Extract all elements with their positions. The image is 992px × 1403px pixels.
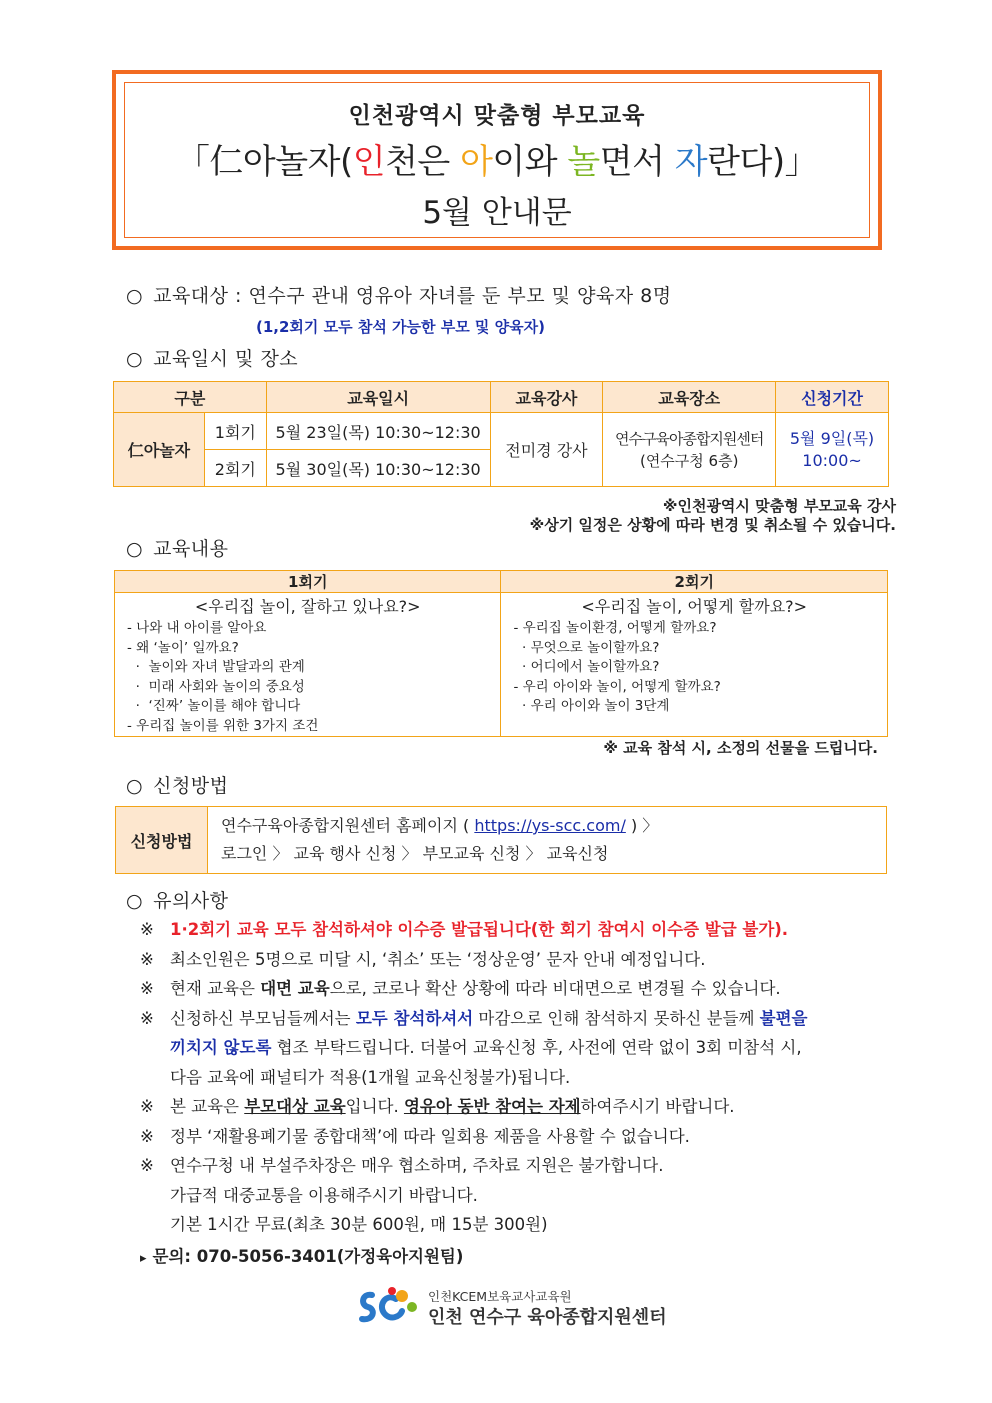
content-heading: ○ 교육내용 (126, 538, 229, 560)
content-col1-header: 1회기 (115, 571, 501, 593)
th-apply-period: 신청기간 (776, 382, 889, 413)
th-category: 구분 (114, 382, 267, 413)
logo (356, 1285, 667, 1329)
homepage-link[interactable]: https://ys-scc.com/ (474, 816, 626, 835)
target-sub: (1,2회기 모두 참석 가능한 부모 및 양육자) (256, 318, 545, 336)
schedule-heading: ○ 교육일시 및 장소 (126, 348, 299, 370)
list-item: · 우리 아이와 놀이 3단계 (513, 698, 670, 714)
list-item: - 우리집 놀이를 위한 3가지 조건 (127, 717, 319, 734)
datetime-2: 5월 30일(목) 10:30~12:30 (266, 450, 490, 487)
apply-period: 5월 9일(목) 10:00~ (776, 413, 889, 487)
list-item: · ‘진짜’ 놀이를 해야 합니다 (127, 698, 301, 714)
note-4: ※ 신청하신 부모님들께서는 모두 참석하셔서 마감으로 인해 참석하지 못하신 분들께 불편을 (140, 1008, 808, 1028)
content-table (114, 570, 888, 737)
schedule-table (113, 381, 889, 487)
target-line: ○ 교육대상 : 연수구 관내 영유아 자녀를 둔 부모 및 양육자 8명 (126, 285, 672, 307)
list-item: - 우리 아이와 놀이, 어떻게 할까요? (513, 678, 721, 695)
list-item: · 어디에서 놀이할까요? (513, 659, 660, 675)
note-3: ※ 현재 교육은 대면 교육으로, 코로나 확산 상황에 따라 비대면으로 변경될 수 있습니다. (140, 979, 781, 998)
apply-table (115, 806, 887, 874)
list-item: - 나와 내 아이를 알아요 (127, 620, 267, 636)
list-item: · 미래 사회와 놀이의 중요성 (127, 678, 305, 695)
title-line1: 인천광역시 맞춤형 부모교육 (348, 103, 646, 129)
session-2: 2회기 (204, 450, 266, 487)
session-1: 1회기 (204, 413, 266, 450)
logo-icon (356, 1285, 420, 1327)
contact: ▸ 문의: 070-5056-3401(가정육아지원팀) (140, 1247, 464, 1266)
title-line2: 「仁아놀자(인천은 아이와 놀면서 자란다)」 (175, 142, 819, 182)
datetime-1: 5월 23일(목) 10:30~12:30 (266, 413, 490, 450)
apply-label: 신청방법 (116, 807, 208, 874)
content-col1 (115, 593, 501, 737)
content-col2-title: <우리집 놀이, 어떻게 할까요?> (581, 597, 808, 616)
content-col2-header: 2회기 (501, 571, 888, 593)
list-item: · 놀이와 자녀 발달과의 관계 (127, 659, 305, 675)
gift-note: ※ 교육 참석 시, 소정의 선물을 드립니다. (603, 739, 878, 757)
logo-line1: 인천KCEM보육교사교육원 (428, 1289, 572, 1304)
list-item: - 왜 ‘놀이’ 일까요? (127, 639, 239, 656)
th-instructor: 교육강사 (490, 382, 603, 413)
th-place: 교육장소 (603, 382, 776, 413)
th-datetime: 교육일시 (266, 382, 490, 413)
note-6: ※ 정부 ‘재활용폐기물 종합대책’에 따라 일회용 제품을 사용할 수 없습니다. (140, 1126, 690, 1146)
apply-heading: ○ 신청방법 (126, 775, 229, 797)
list-item: - 우리집 놀이환경, 어떻게 할까요? (513, 620, 717, 636)
content-col1-title: <우리집 놀이, 잘하고 있나요?> (194, 597, 421, 616)
apply-method: 연수구육아종합지원센터 홈페이지 ( https://ys-scc.com/ ) 〉 로그인 〉 교육 행사 신청 〉 부모교육 신청 〉 교육신청 (208, 807, 887, 874)
content-col2 (501, 593, 888, 737)
place: 연수구육아종합지원센터 (연수구청 6층) (603, 413, 776, 487)
notes-heading: ○ 유의사항 (126, 890, 229, 912)
title-line3: 5월 안내문 (422, 195, 572, 231)
note-1: ※ 1·2회기 교육 모두 참석하셔야 이수증 발급됩니다(한 회기 참여시 이수증 발급 불가). (140, 920, 789, 939)
program-name: 仁아놀자 (114, 413, 205, 487)
note-5: ※ 본 교육은 부모대상 교육입니다. 영유아 동반 참여는 자제하여주시기 바랍니다. (140, 1097, 735, 1116)
note-7: ※ 연수구청 내 부설주차장은 매우 협소하며, 주차료 지원은 불가합니다. (140, 1156, 664, 1175)
list-item: · 무엇으로 놀이할까요? (513, 639, 660, 656)
title-box (112, 70, 882, 250)
instructor: 전미경 강사 (490, 413, 603, 487)
notes-list: ※ 1·2회기 교육 모두 참석하셔야 이수증 발급됩니다(한 회기 참여시 이수증 발급 불가). ※ 최소인원은 5명으로 미달 시, ‘취소’ 또는 ‘정상운영’ 문자 안내 예정입니다. ※ 현재 교육은 대면 교육으로, 코로나 확산 상황에 따라 비대면으로 변경될 수 있습니다. ※ 신청하신 부모님들께서는 모두 참석하셔서 마감으로 인해 참석하지 못하신 분들께 불편을 끼치지 않도록 협조 부탁드립니다. 더불어 교육신청 후, 사전에 연락 없이 3회 미참석 시, 다음 교육에 패널티가 적용(1개월 교육신청불가)됩니다. ※ 본 교육은 부모대상 교육입니다. 영유아 동반 참여는 자제하여주시기 바랍니다. ※ 정부 ‘재활용폐기물 종합대책’에 따라 일회용 제품을 사용할 수 없습니다. ※ 연수구청 내 부설주차장은 매우 협소하며, 주차료 지원은 불가합니다. 가급적 대중교통을 이용해주시기 바랍니다. 기본 1시간 무료(최초 30분 600원, 매 15분 300원) (140, 915, 900, 1240)
note-2: ※ 최소인원은 5명으로 미달 시, ‘취소’ 또는 ‘정상운영’ 문자 안내 예정입니다. (140, 949, 706, 969)
logo-line2: 인천 연수구 육아종합지원센터 (428, 1307, 667, 1328)
schedule-notes: ※인천광역시 맞춤형 부모교육 강사 ※상기 일정은 상황에 따라 변경 및 취소될 수 있습니다. (529, 497, 896, 534)
